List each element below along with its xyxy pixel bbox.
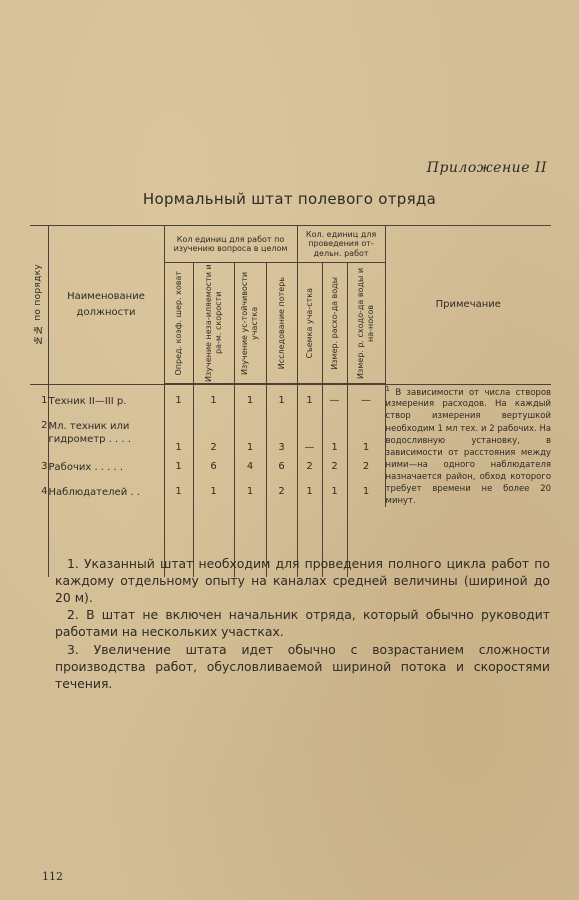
page-title: Нормальный штат полевого отряда (142, 190, 437, 208)
table-row: 1 Техник II—III р. 1 1 1 1 1 — — (30, 391, 551, 416)
table-note: $^1$ В зависимости от числа створов измерения расходов. На каждый створ измерения вертушкой необходим 1 мл тех. и 2 рабочих. На водосливную установку, в зависимости от расстояния между ними—на одного наблюдателя назначается район, обход которого требует времени не более 20 минут. (385, 384, 552, 506)
header-group-separate: Кол. единиц для проведения от-дельн. работ (297, 226, 385, 263)
header-sub-col: Изучение неза-иляемости и ра-м. скорости (193, 263, 234, 385)
header-note: Примечание (385, 226, 551, 385)
header-group-study: Кол единиц для работ по изучению вопроса в целом (164, 226, 297, 263)
header-sub-col: Съемка уча-стка (297, 263, 322, 385)
header-sub-col: Исследование потерь (266, 263, 297, 385)
header-sub-col: Опред. коэф. шер. ховат (164, 263, 193, 385)
header-sub-col: Изучение ус-тойчивости участка (234, 263, 266, 385)
staff-table (30, 225, 551, 577)
table-row: 4 Наблюдателей . . 1 1 1 2 1 1 1 (30, 482, 551, 507)
page-number: 112 (42, 870, 63, 883)
header-number: №№ по порядку (30, 226, 48, 385)
footnotes (55, 555, 550, 692)
appendix-label: Приложение II (426, 160, 547, 176)
table-row: 3 Рабочих . . . . . 1 6 4 6 2 2 2 (30, 457, 551, 482)
header-sub-col: Измер. р. сходо-да воды и на-носов (347, 263, 385, 385)
footnote-paragraph: 1. Указанный штат необходим для проведения полного цикла работ по каждому отдельному опыту на каналах средней величины (шириной до 20 м). (55, 556, 550, 606)
header-position: Наименование должности (48, 226, 164, 385)
footnote-paragraph: 3. Увеличение штата идет обычно с возрастанием сложности производства работ, обусловливаемой шириной потока и скоростями течения. (55, 641, 550, 691)
table-row: 2 Мл. техник или гидрометр . . . . 1 2 1 3 — 1 1 (30, 416, 551, 457)
footnote-paragraph: 2. В штат не включен начальник отряда, который обычно руководит работами на нескольких участках. (55, 607, 550, 640)
header-sub-col: Измер. расхо-да воды (322, 263, 347, 385)
